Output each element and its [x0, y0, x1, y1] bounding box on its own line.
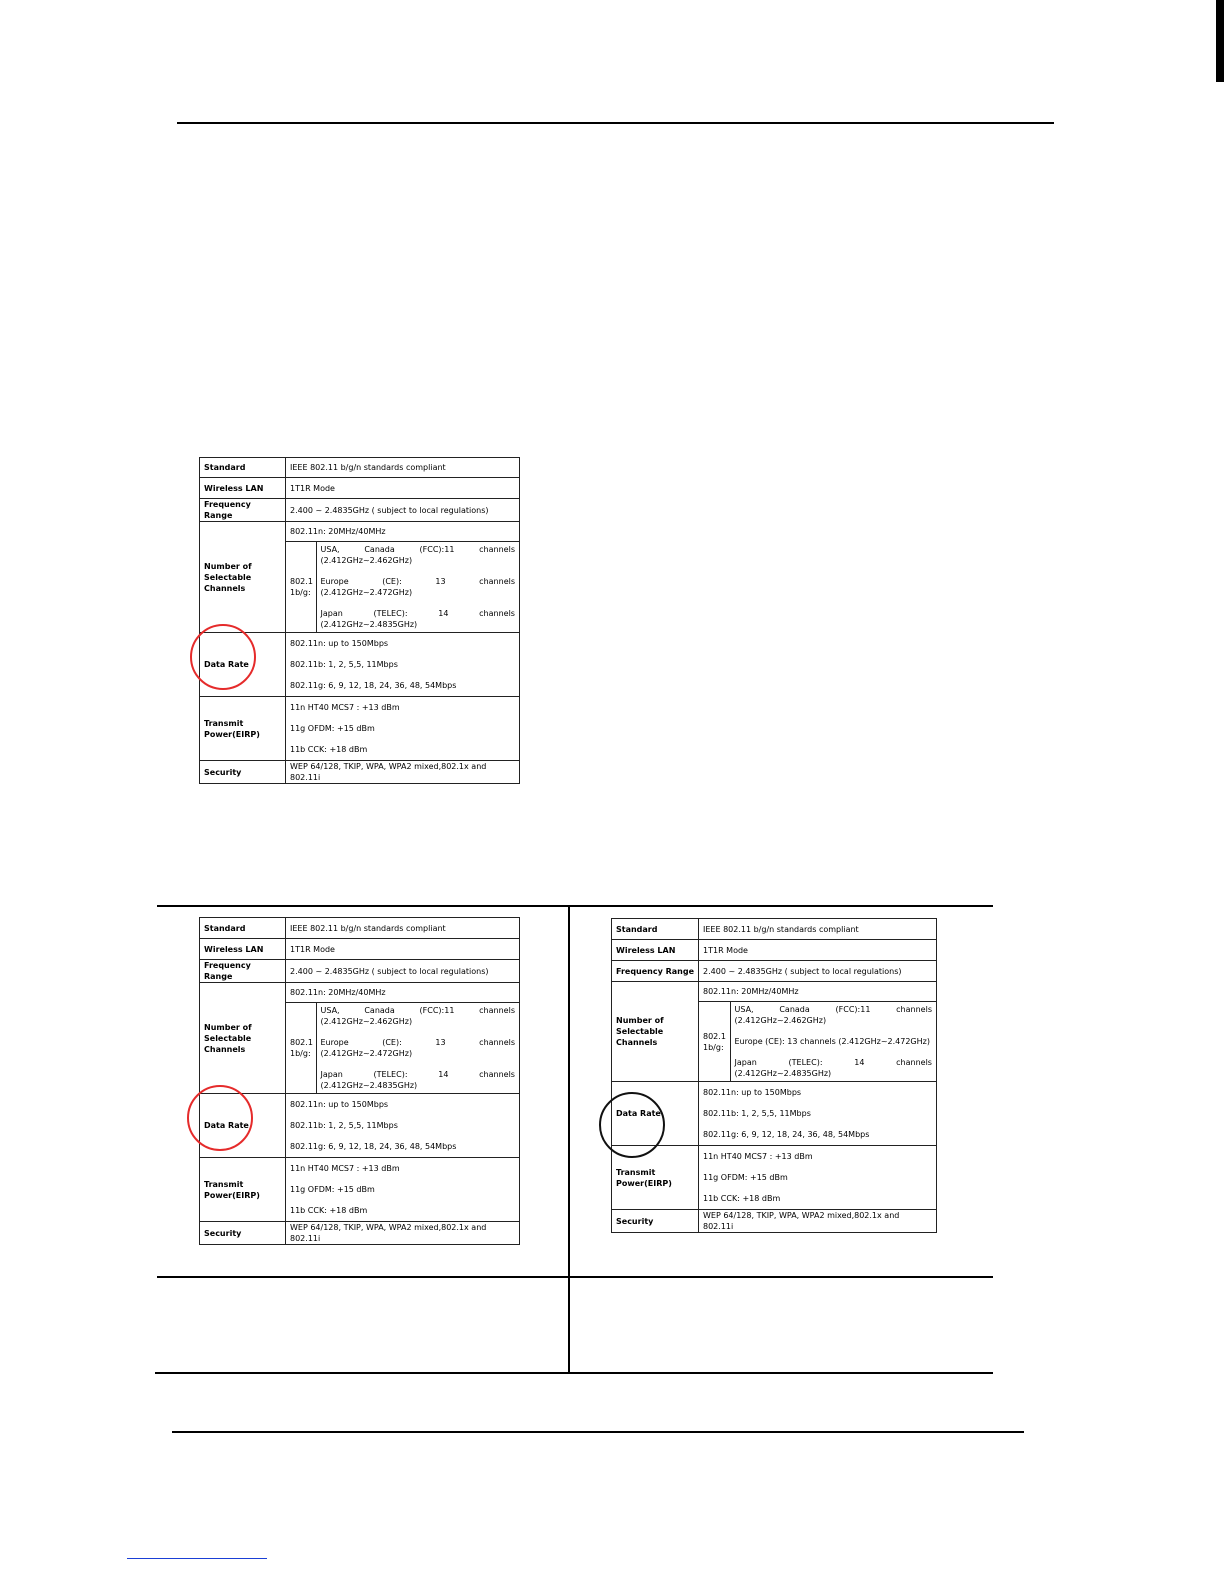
data-rate-highlight-circle-red [190, 624, 256, 690]
spec-label-selectable-channels: Number of Selectable Channels [612, 982, 699, 1082]
tx-b: 11b CCK: +18 dBm [703, 1194, 781, 1203]
spec-value-security: WEP 64/128, TKIP, WPA, WPA2 mixed,802.1x and 802.11i [699, 1210, 937, 1233]
spec-value-wireless-lan: 1T1R Mode [699, 940, 937, 961]
spec-label-standard: Standard [200, 458, 286, 478]
spec-channel-list [730, 1002, 936, 1081]
spec-value-standard: IEEE 802.11 b/g/n standards compliant [699, 919, 937, 940]
channel-usa-range: (2.412GHz~2.462GHz) [320, 556, 413, 565]
tx-b: 11b CCK: +18 dBm [290, 745, 368, 754]
spec-label-transmit-power: Transmit Power(EIRP) [200, 1158, 286, 1222]
spec-value-frequency-range: 2.400 ~ 2.4835GHz ( subject to local regulations) [286, 499, 520, 522]
tx-n: 11n HT40 MCS7 : +13 dBm [703, 1152, 813, 1161]
spec-value-transmit-power [286, 697, 520, 761]
spec-label-security: Security [200, 1222, 286, 1245]
channel-europe: Europe (CE): 13 channels (2.412GHz~2.472GHz) [320, 577, 515, 597]
comparison-middle-rule [157, 1276, 993, 1278]
tx-g: 11g OFDM: +15 dBm [703, 1173, 788, 1182]
channel-europe: Europe (CE): 13 channels (2.412GHz~2.472GHz) [320, 1038, 515, 1058]
spec-channels-cell [286, 1003, 520, 1094]
spec-label-wireless-lan: Wireless LAN [612, 940, 699, 961]
tx-b: 11b CCK: +18 dBm [290, 1206, 368, 1215]
spec-label-frequency-range: Frequency Range [200, 499, 286, 522]
spec-label-wireless-lan: Wireless LAN [200, 478, 286, 499]
spec-table-bottom-left [199, 917, 520, 1245]
spec-value-n-bandwidth: 802.11n: 20MHz/40MHz [286, 522, 520, 542]
spec-value-transmit-power [286, 1158, 520, 1222]
spec-value-n-bandwidth: 802.11n: 20MHz/40MHz [699, 982, 937, 1002]
spec-value-n-bandwidth: 802.11n: 20MHz/40MHz [286, 983, 520, 1003]
spec-value-wireless-lan: 1T1R Mode [286, 939, 520, 960]
spec-label-data-rate: Data Rate [200, 1094, 286, 1158]
spec-value-security: WEP 64/128, TKIP, WPA, WPA2 mixed,802.1x and 802.11i [286, 1222, 520, 1245]
channel-japan-range: (2.412GHz~2.4835GHz) [734, 1069, 832, 1078]
spec-label-standard: Standard [612, 919, 699, 940]
channel-europe: Europe (CE): 13 channels (2.412GHz~2.472GHz) [734, 1037, 930, 1046]
spec-value-transmit-power [699, 1146, 937, 1210]
rate-g: 802.11g: 6, 9, 12, 18, 24, 36, 48, 54Mbps [703, 1130, 870, 1139]
rate-g: 802.11g: 6, 9, 12, 18, 24, 36, 48, 54Mbps [290, 1142, 457, 1151]
header-rule [177, 122, 1054, 124]
spec-value-frequency-range: 2.400 ~ 2.4835GHz ( subject to local regulations) [699, 961, 937, 982]
channel-usa: USA, Canada (FCC):11 channels [320, 1006, 515, 1015]
spec-value-security: WEP 64/128, TKIP, WPA, WPA2 mixed,802.1x and 802.11i [286, 761, 520, 784]
rate-n: 802.11n: up to 150Mbps [290, 1100, 389, 1109]
rate-n: 802.11n: up to 150Mbps [290, 639, 389, 648]
channel-japan-range: (2.412GHz~2.4835GHz) [320, 1081, 418, 1090]
spec-channel-list [316, 1003, 519, 1093]
rate-b: 802.11b: 1, 2, 5,5, 11Mbps [703, 1109, 811, 1118]
tx-g: 11g OFDM: +15 dBm [290, 724, 375, 733]
data-rate-highlight-circle-black-right [599, 1092, 665, 1158]
spec-table-top [199, 457, 520, 784]
spec-channel-list [316, 542, 519, 632]
spec-label-security: Security [200, 761, 286, 784]
channel-japan-range: (2.412GHz~2.4835GHz) [320, 620, 418, 629]
spec-label-wireless-lan: Wireless LAN [200, 939, 286, 960]
rate-g: 802.11g: 6, 9, 12, 18, 24, 36, 48, 54Mbps [290, 681, 457, 690]
spec-value-frequency-range: 2.400 ~ 2.4835GHz ( subject to local regulations) [286, 960, 520, 983]
channel-usa: USA, Canada (FCC):11 channels [320, 545, 515, 554]
footer-link-underline[interactable] [127, 1558, 267, 1559]
spec-label-data-rate: Data Rate [200, 633, 286, 697]
spec-channels-cell [286, 542, 520, 633]
channel-japan: Japan (TELEC): 14 channels [734, 1058, 932, 1067]
channel-usa-range: (2.412GHz~2.462GHz) [320, 1017, 413, 1026]
rate-b: 802.11b: 1, 2, 5,5, 11Mbps [290, 660, 398, 669]
footer-rule [172, 1431, 1024, 1433]
channel-usa-range: (2.412GHz~2.462GHz) [734, 1016, 827, 1025]
spec-value-standard: IEEE 802.11 b/g/n standards compliant [286, 918, 520, 939]
page-edge-mark [1216, 0, 1224, 82]
spec-label-transmit-power: Transmit Power(EIRP) [200, 697, 286, 761]
channel-japan: Japan (TELEC): 14 channels [320, 1070, 515, 1079]
spec-label-selectable-channels: Number of Selectable Channels [200, 522, 286, 633]
spec-bg-label: 802.1 1b/g: [286, 1003, 316, 1093]
spec-label-frequency-range: Frequency Range [200, 960, 286, 983]
comparison-center-divider [568, 905, 570, 1373]
spec-label-data-rate: Data Rate [612, 1082, 699, 1146]
spec-channels-cell [699, 1002, 937, 1082]
tx-n: 11n HT40 MCS7 : +13 dBm [290, 703, 400, 712]
rate-b: 802.11b: 1, 2, 5,5, 11Mbps [290, 1121, 398, 1130]
spec-value-data-rate [286, 633, 520, 697]
spec-label-frequency-range: Frequency Range [612, 961, 699, 982]
comparison-top-rule [157, 905, 993, 907]
spec-bg-label: 802.1 1b/g: [286, 542, 316, 632]
comparison-bottom-rule [155, 1372, 993, 1374]
spec-value-wireless-lan: 1T1R Mode [286, 478, 520, 499]
spec-label-standard: Standard [200, 918, 286, 939]
spec-value-standard: IEEE 802.11 b/g/n standards compliant [286, 458, 520, 478]
channel-japan: Japan (TELEC): 14 channels [320, 609, 515, 618]
spec-label-selectable-channels: Number of Selectable Channels [200, 983, 286, 1094]
data-rate-highlight-circle-red-left [187, 1085, 253, 1151]
spec-label-security: Security [612, 1210, 699, 1233]
spec-label-transmit-power: Transmit Power(EIRP) [612, 1146, 699, 1210]
tx-n: 11n HT40 MCS7 : +13 dBm [290, 1164, 400, 1173]
spec-value-data-rate [286, 1094, 520, 1158]
spec-table-bottom-right [611, 918, 937, 1233]
spec-value-data-rate [699, 1082, 937, 1146]
spec-bg-label: 802.1 1b/g: [699, 1002, 730, 1081]
rate-n: 802.11n: up to 150Mbps [703, 1088, 802, 1097]
channel-usa: USA, Canada (FCC):11 channels [734, 1005, 932, 1014]
tx-g: 11g OFDM: +15 dBm [290, 1185, 375, 1194]
